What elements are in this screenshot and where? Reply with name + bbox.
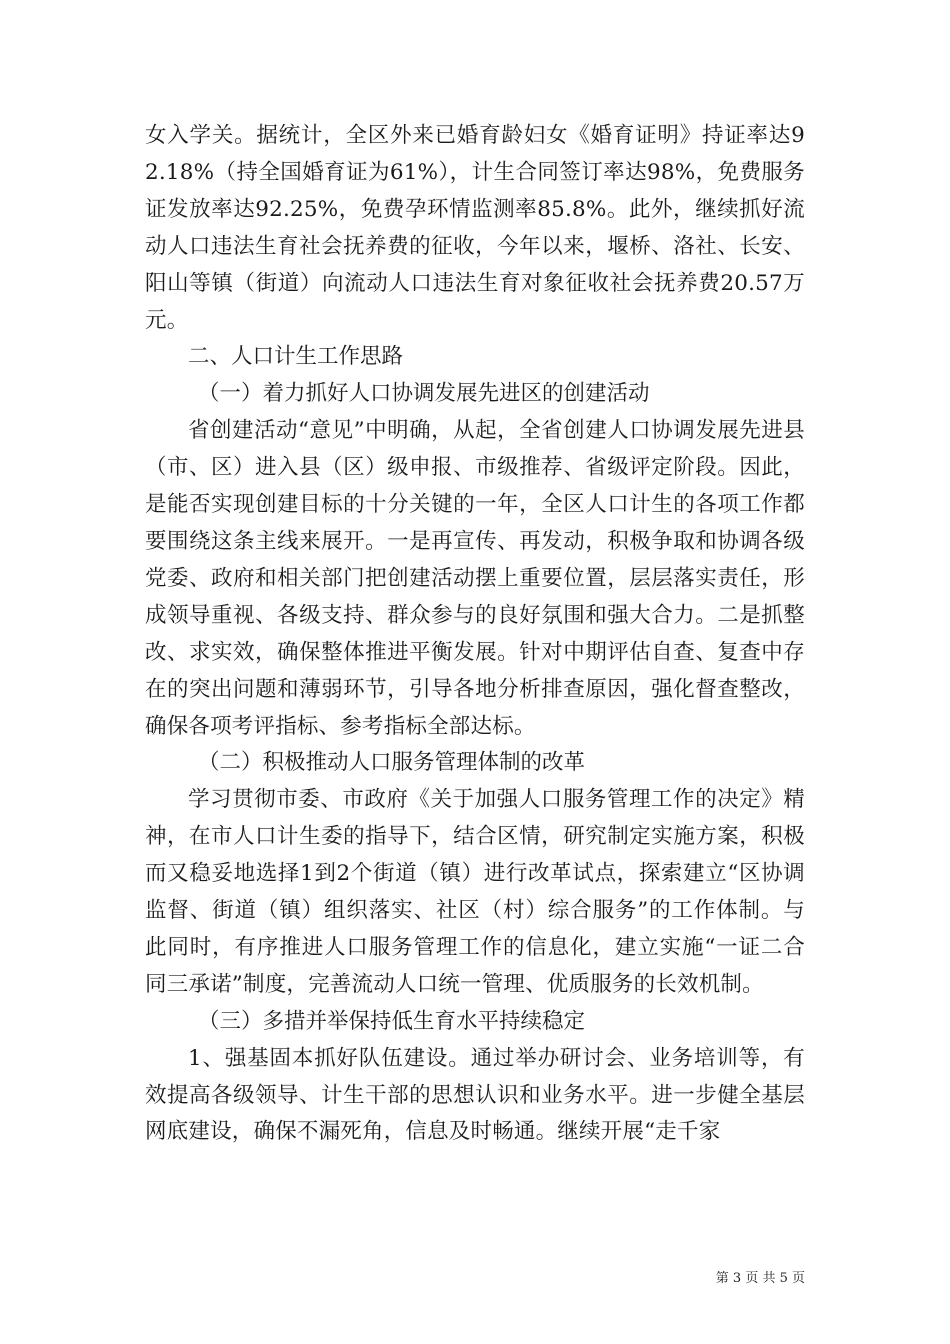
subsection-heading-1: （一）着力抓好人口协调发展先进区的创建活动 — [198, 381, 650, 407]
paragraph-creation-activity: 省创建活动“意见”中明确，从起，全省创建人口协调发展先进县（市、区）进入县（区）级申报、市级推荐、省级评定阶段。因此，是能否实现创建目标的十分关键的一年，全区人口计生的各项工作都要围绕这条主线来展开。一是再宣传、再发动，积极争取和协调各级党委、政府和相关部门把创建活动摆上重要位置，层层落实责任，形成领导重视、各级支持、群众参与的良好氛围和强大合力。二是抓整改、求实效，确保整体推进平衡发展。针对中期评估自查、复查中存在的突出问题和薄弱环节，引导各地分析排查原因，强化督查整改，确保各项考评指标、参考指标全部达标。 — [145, 418, 805, 739]
subsection-heading-2: （二）积极推动人口服务管理体制的改革 — [198, 750, 586, 776]
paragraph-statistics: 女入学关。据统计，全区外来已婚育龄妇女《婚育证明》持证率达92.18%（持全国婚育证为61%），计生合同签订率达98%，免费服务证发放率达92.25%，免费孕环情监测率85.8%。此外，继续抓好流动人口违法生育社会抚养费的征收，今年以来，堰桥、洛社、长安、阳山等镇（街道）向流动人口违法生育对象征收社会抚养费20.57万元。 — [145, 123, 805, 333]
section-heading-work-ideas: 二、人口计生工作思路 — [188, 344, 404, 370]
paragraph-system-reform: 学习贯彻市委、市政府《关于加强人口服务管理工作的决定》精神，在市人口计生委的指导下，结合区情，研究制定实施方案，积极而又稳妥地选择1到2个街道（镇）进行改革试点，探索建立“区协调监督、街道（镇）组织落实、社区（村）综合服务”的工作体制。与此同时，有序推进人口服务管理工作的信息化，建立实施“一证二合同三承诺”制度，完善流动人口统一管理、优质服务的长效机制。 — [145, 787, 805, 997]
paragraph-team-building: 1、强基固本抓好队伍建设。通过举办研讨会、业务培训等，有效提高各级领导、计生干部的思想认识和业务水平。进一步健全基层网底建设，确保不漏死角，信息及时畅通。继续开展“走千家 — [145, 1045, 805, 1145]
document-body — [145, 118, 805, 1151]
subsection-heading-3: （三）多措并举保持低生育水平持续稳定 — [198, 1008, 586, 1034]
page-number: 第 3 页 共 5 页 — [715, 1271, 805, 1286]
